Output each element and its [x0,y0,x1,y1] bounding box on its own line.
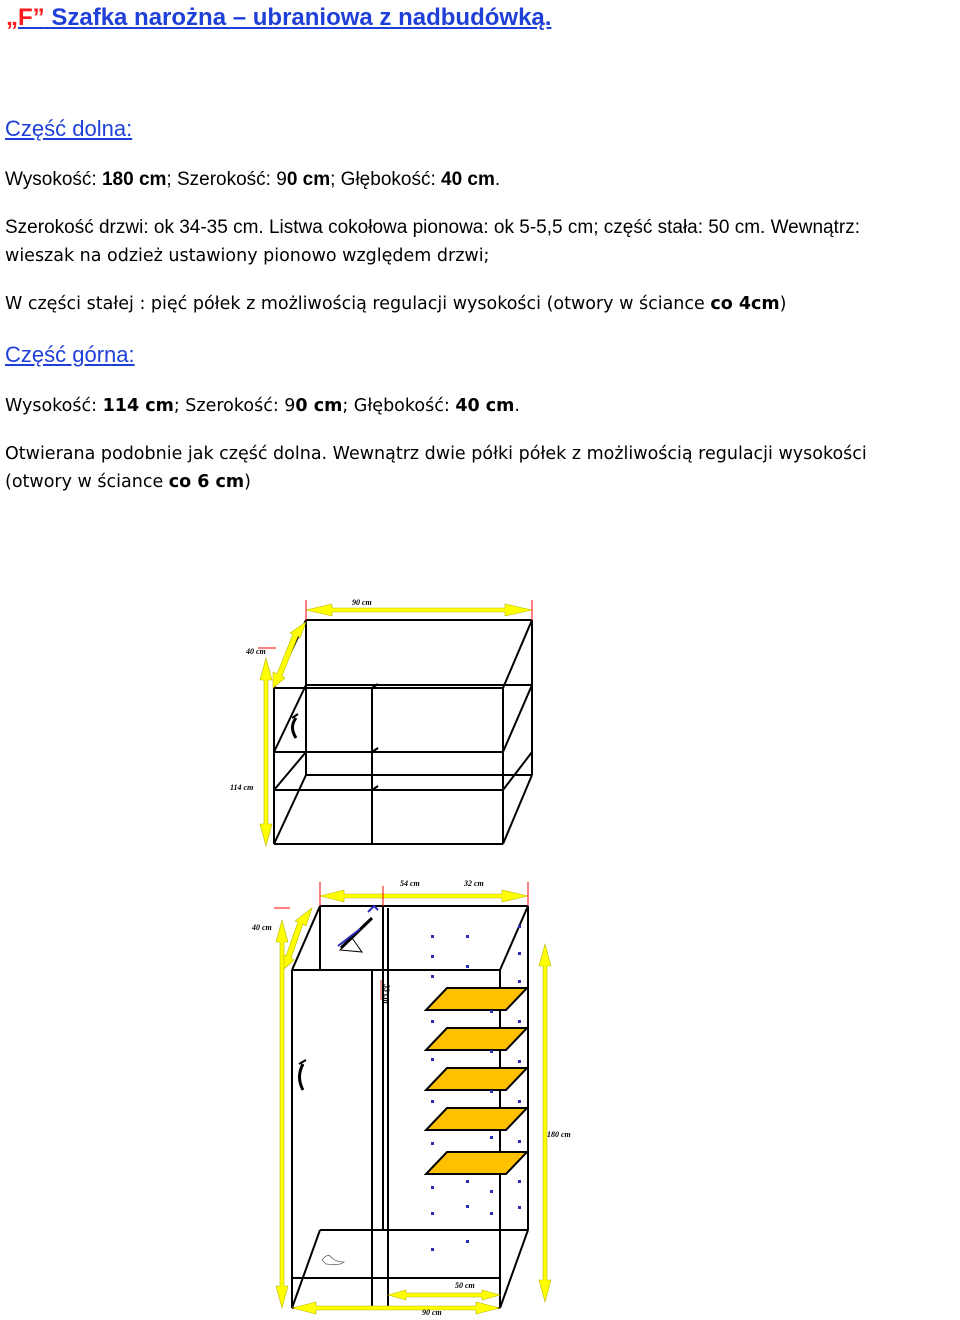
lower-door-width-text: Szerokość drzwi: ok 34-35 cm. Listwa cokołowa pionowa: ok 5-5,5 cm; część stała: 50 cm. Wewnątrz: [5,217,860,238]
title-letter: „F” [6,4,45,31]
lower-base-label: 50 cm [455,1281,475,1290]
shoe-icon [322,1255,344,1264]
lower-hanger-text: wieszak na odzież ustawiony pionowo względem drzwi; [5,246,490,266]
upper-part-heading: Część górna: [5,342,135,367]
upper-holes-text: (otwory w ściance co 6 cm) [5,472,251,492]
upper-width-label: 90 cm [352,598,372,607]
lower-height-label: 180 cm [547,1130,571,1139]
cabinet-drawing [0,580,960,1320]
upper-depth-arrow [245,622,306,688]
lower-shelves [426,988,527,1174]
lower-left-height-arrow [274,908,290,1308]
upper-cabinet [274,620,532,844]
upper-height-arrow [230,648,276,846]
lower-shelves-text: W części stałej : pięć półek z możliwością regulacji wysokości (otwory w ściance co 4cm) [5,294,787,314]
document-title [6,4,551,32]
upper-dimensions: Wysokość: 114 cm; Szerokość: 90 cm; Głębokość: 40 cm. [5,396,520,416]
upper-door-handle [293,718,297,738]
lower-inner-label: 53 cm [382,984,391,1004]
lower-width-right-label: 32 cm [464,879,484,888]
lower-width-left-label: 54 cm [400,879,420,888]
title-text: Szafka narożna – ubraniowa z nadbudówką. [44,4,552,31]
lower-door-handle [300,1064,304,1090]
lower-base-arrow [388,1281,500,1300]
upper-depth-label: 40 cm [246,647,266,656]
lower-width-top-arrow [320,879,528,906]
lower-width-bottom-label: 90 cm [422,1308,442,1317]
upper-height-label: 114 cm [230,783,254,792]
upper-width-arrow [306,598,532,620]
lower-right-height-arrow [539,944,571,1302]
lower-depth-label: 40 cm [252,923,272,932]
lower-dimensions: Wysokość: 180 cm; Szerokość: 90 cm; Głębokość: 40 cm. [5,169,501,190]
lower-width-bottom-arrow [292,1302,500,1317]
clothes-hanger [338,906,378,952]
upper-description: Otwierana podobnie jak część dolna. Wewnątrz dwie półki półek z możliwością regulacji wysokości [5,444,867,464]
lower-part-heading: Część dolna: [5,116,133,141]
